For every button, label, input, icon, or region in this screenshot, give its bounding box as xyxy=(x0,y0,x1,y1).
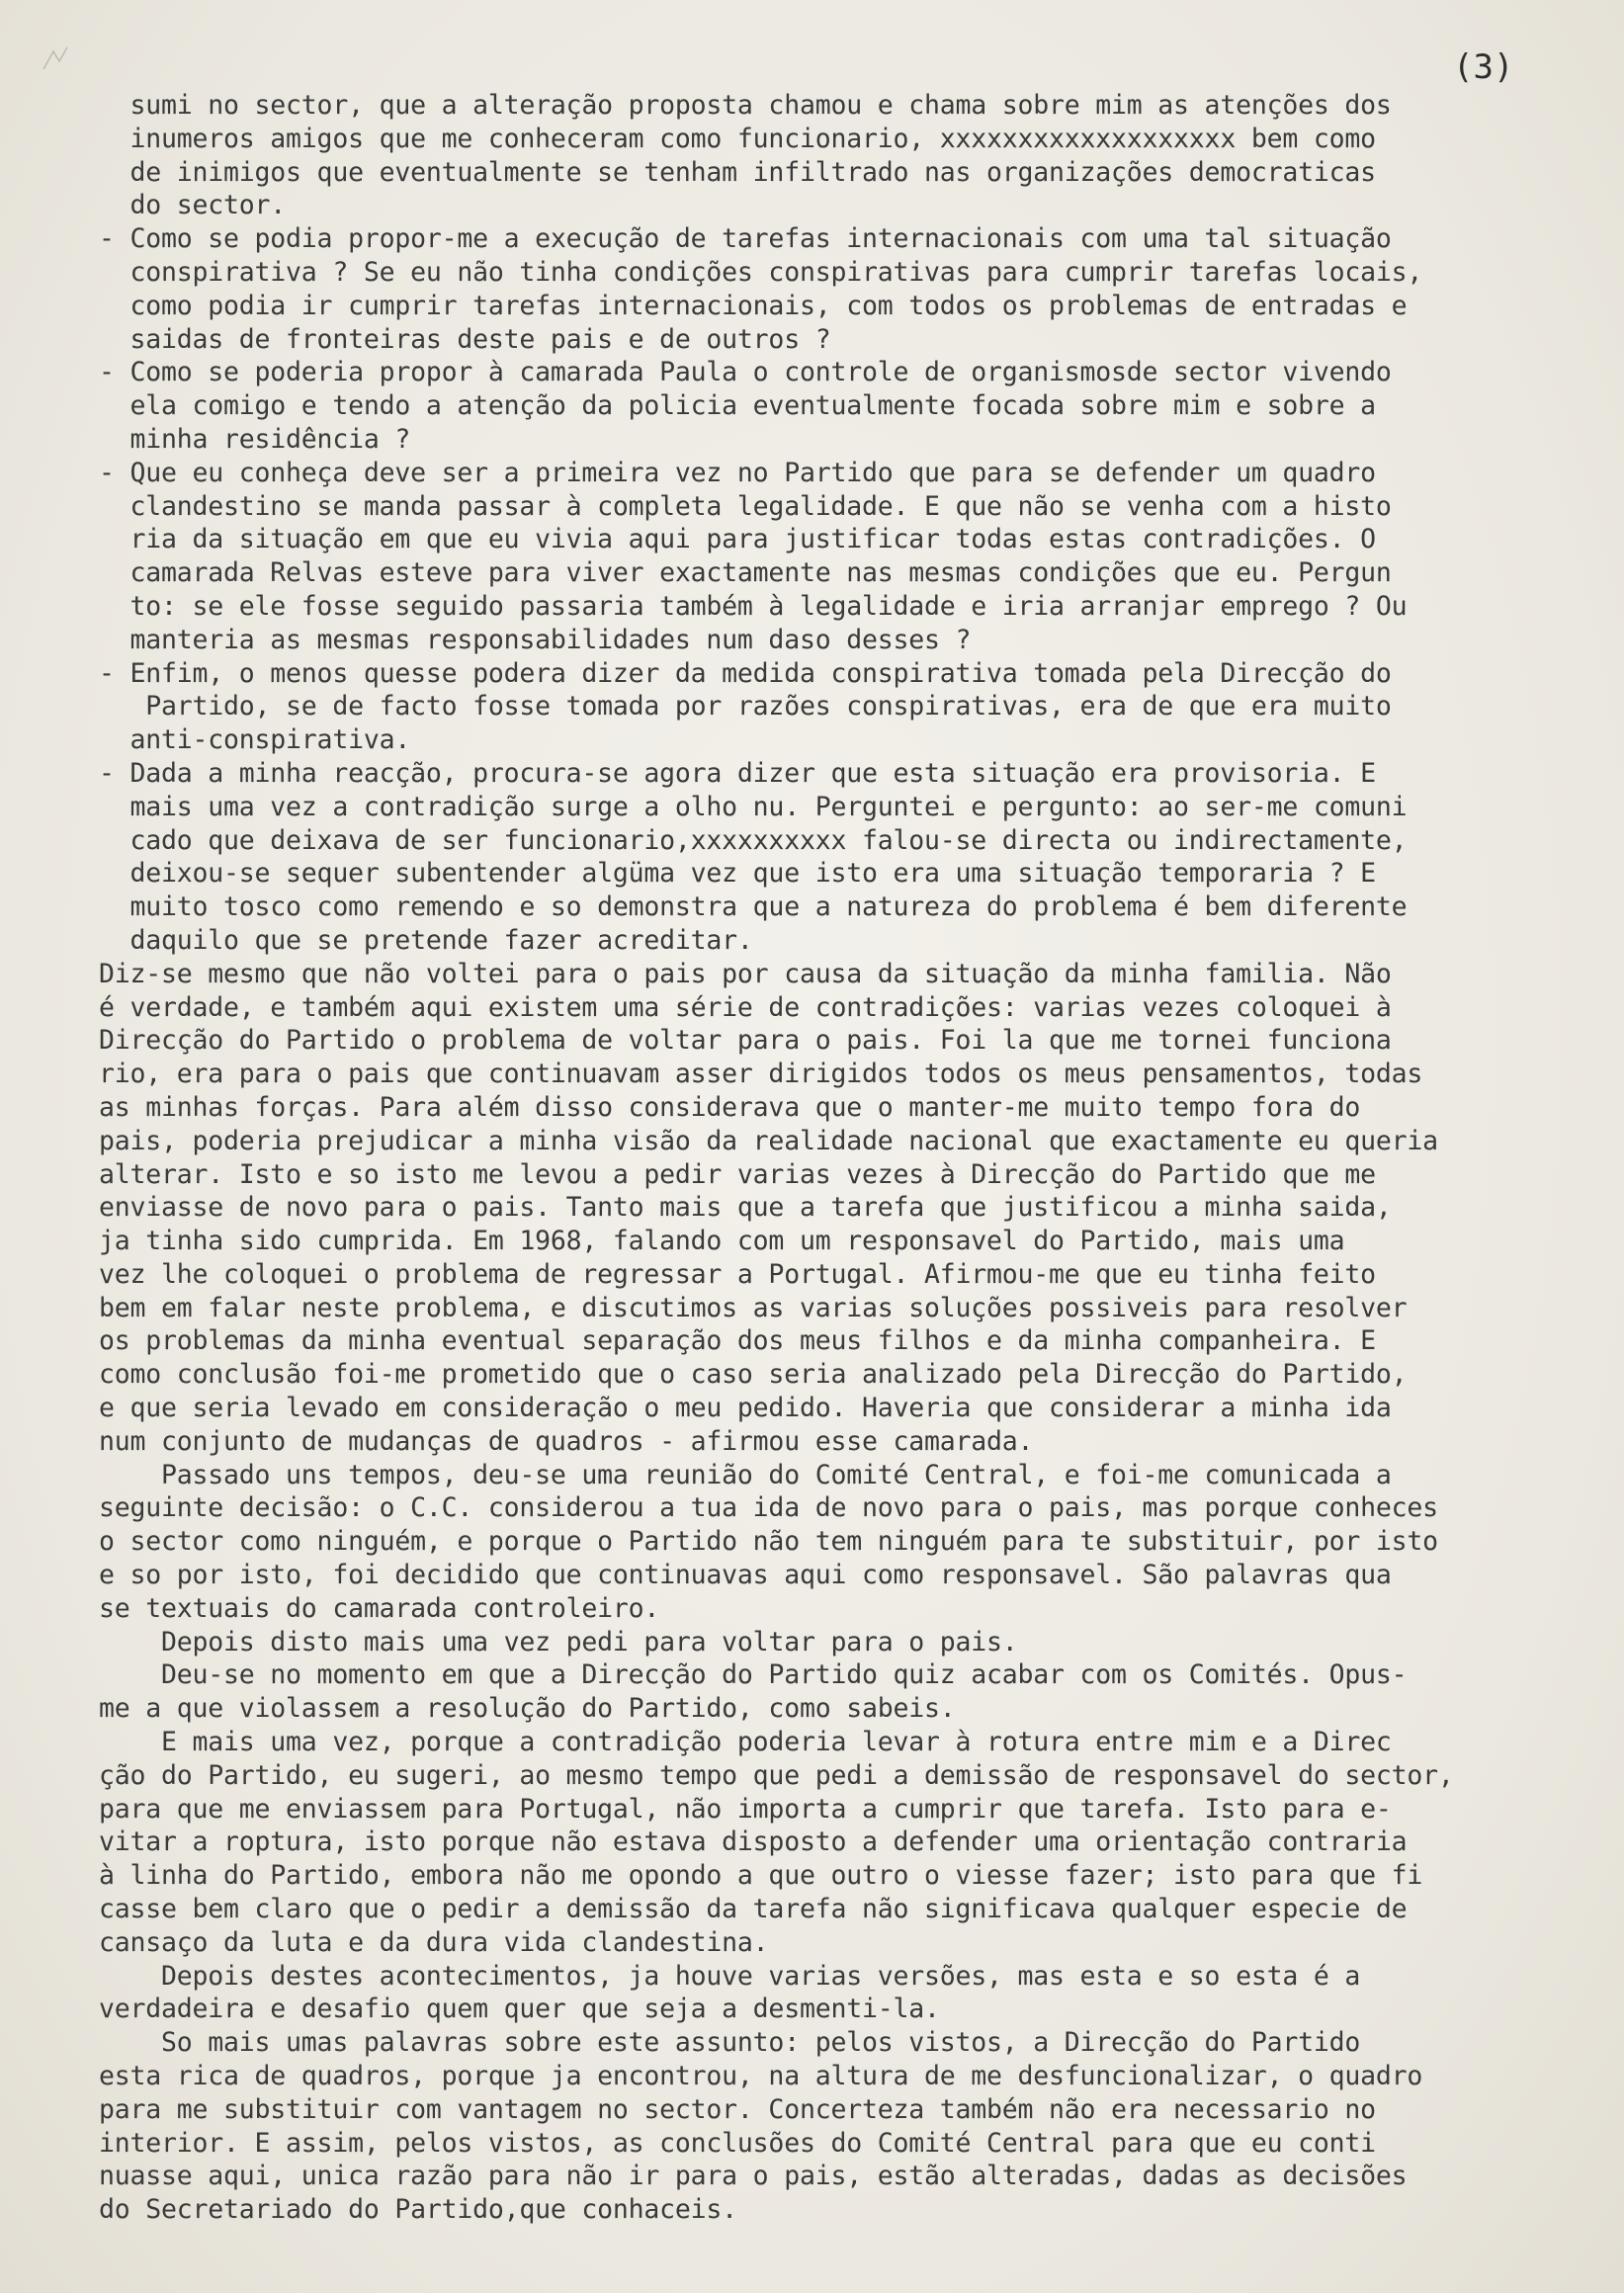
text-line: Deu-se no momento em que a Direcção do Partido quiz acabar com os Comités. Opus- xyxy=(99,1659,1408,1691)
text-line: inumeros amigos que me conheceram como funcionario, xxxxxxxxxxxxxxxxxxx bem como xyxy=(99,123,1376,154)
text-line: num conjunto de mudanças de quadros - afirmou esse camarada. xyxy=(99,1425,1034,1457)
text-line: como podia ir cumprir tarefas internacionais, com todos os problemas de entradas e xyxy=(99,290,1408,321)
text-line: Depois disto mais uma vez pedi para voltar para o pais. xyxy=(99,1626,1018,1657)
text-line: esta rica de quadros, porque ja encontrou, na altura de me desfuncionalizar, o quadro xyxy=(99,2061,1423,2092)
text-line: ela comigo e tendo a atenção da policia eventualmente focada sobre mim e sobre a xyxy=(99,390,1376,422)
text-line: cansaço da luta e da dura vida clandestina. xyxy=(99,1926,769,1958)
text-line: seguinte decisão: o C.C. considerou a tua ida de novo para o pais, mas porque conheces xyxy=(99,1492,1438,1524)
text-line: se textuais do camarada controleiro. xyxy=(99,1592,660,1624)
text-line: mais uma vez a contradição surge a olho nu. Perguntei e pergunto: ao ser-me comuni xyxy=(99,791,1408,822)
text-line: Passado uns tempos, deu-se uma reunião do Comité Central, e foi-me comunicada a xyxy=(99,1459,1392,1490)
text-line: alterar. Isto e so isto me levou a pedir varias vezes à Direcção do Partido que me xyxy=(99,1158,1376,1190)
text-line: - Como se poderia propor à camarada Paula o controle de organismosde sector vivendo xyxy=(99,357,1392,388)
text-line: o sector como ninguém, e porque o Partido não tem ninguém para te substituir, por isto xyxy=(99,1526,1438,1558)
text-line: to: se ele fosse seguido passaria também à legalidade e iria arranjar emprego ? Ou xyxy=(99,590,1408,622)
text-line: para me substituir com vantagem no sector. Concerteza também não era necessario no xyxy=(99,2093,1376,2125)
text-line: minha residência ? xyxy=(99,423,411,455)
text-line: nuasse aqui, unica razão para não ir para o pais, estão alteradas, dadas as decisões xyxy=(99,2161,1408,2192)
text-line: manteria as mesmas responsabilidades num daso desses ? xyxy=(99,624,972,655)
page-number: (3) xyxy=(1453,47,1514,87)
text-line: os problemas da minha eventual separação dos meus filhos e da minha companheira. E xyxy=(99,1325,1376,1357)
text-line: - Dada a minha reacção, procura-se agora dizer que esta situação era provisoria. E xyxy=(99,757,1376,789)
text-line: pais, poderia prejudicar a minha visão da realidade nacional que exactamente eu queria xyxy=(99,1125,1438,1156)
text-line: - Que eu conheça deve ser a primeira vez no Partido que para se defender um quadro xyxy=(99,457,1376,488)
text-line: - Enfim, o menos quesse podera dizer da medida conspirativa tomada pela Direcção do xyxy=(99,657,1392,689)
text-line: clandestino se manda passar à completa legalidade. E que não se venha com a histo xyxy=(99,490,1392,522)
text-line: - Como se podia propor-me a execução de tarefas internacionais com uma tal situação xyxy=(99,223,1392,255)
text-line: saidas de fronteiras deste pais e de outros ? xyxy=(99,323,831,355)
text-line: à linha do Partido, embora não me opondo a que outro o viesse fazer; isto para que fi xyxy=(99,1860,1423,1892)
text-line: Depois destes acontecimentos, ja houve varias versões, mas esta e so esta é a xyxy=(99,1960,1361,1992)
text-line: Diz-se mesmo que não voltei para o pais por causa da situação da minha familia. Não xyxy=(99,958,1392,989)
text-line: do sector. xyxy=(99,190,287,221)
text-line: camarada Relvas esteve para viver exactamente nas mesmas condições que eu. Pergun xyxy=(99,557,1392,589)
text-line: e so por isto, foi decidido que continuavas aqui como responsavel. São palavras qua xyxy=(99,1560,1392,1591)
text-line: Direcção do Partido o problema de voltar para o pais. Foi la que me tornei funciona xyxy=(99,1025,1392,1057)
text-line: de inimigos que eventualmente se tenham infiltrado nas organizações democraticas xyxy=(99,156,1376,188)
text-line: muito tosco como remendo e so demonstra que a natureza do problema é bem diferente xyxy=(99,892,1408,923)
text-line: para que me enviassem para Portugal, não importa a cumprir que tarefa. Isto para e- xyxy=(99,1793,1392,1825)
text-line: casse bem claro que o pedir a demissão da tarefa não significava qualquer especie de xyxy=(99,1894,1408,1925)
text-line: ja tinha sido cumprida. Em 1968, falando com um responsavel do Partido, mais uma xyxy=(99,1226,1345,1257)
text-line: anti-conspirativa. xyxy=(99,724,411,756)
text-line: as minhas forças. Para além disso considerava que o manter-me muito tempo fora do xyxy=(99,1091,1361,1123)
ink-smudge-icon xyxy=(40,40,79,79)
text-line: do Secretariado do Partido,que conhaceis. xyxy=(99,2194,737,2226)
text-line: me a que violassem a resolução do Partido, como sabeis. xyxy=(99,1693,956,1725)
text-line: Partido, se de facto fosse tomada por razões conspirativas, era de que era muito xyxy=(99,691,1392,722)
typewritten-body xyxy=(99,89,1601,2227)
text-line: é verdade, e também aqui existem uma série de contradições: varias vezes coloquei à xyxy=(99,991,1392,1023)
text-line: E mais uma vez, porque a contradição poderia levar à rotura entre mim e a Direc xyxy=(99,1727,1392,1758)
text-line: enviasse de novo para o pais. Tanto mais que a tarefa que justificou a minha saida, xyxy=(99,1192,1392,1224)
text-line: vitar a roptura, isto porque não estava disposto a defender uma orientação contraria xyxy=(99,1826,1408,1858)
text-line: conspirativa ? Se eu não tinha condições conspirativas para cumprir tarefas locais, xyxy=(99,256,1423,288)
text-line: daquilo que se pretende fazer acreditar. xyxy=(99,924,753,956)
text-line: e que seria levado em consideração o meu pedido. Haveria que considerar a minha ida xyxy=(99,1393,1392,1424)
text-line: sumi no sector, que a alteração proposta chamou e chama sobre mim as atenções dos xyxy=(99,90,1392,121)
text-line: ção do Partido, eu sugeri, ao mesmo tempo que pedi a demissão de responsavel do sector, xyxy=(99,1759,1454,1791)
text-line: bem em falar neste problema, e discutimos as varias soluções possiveis para resolver xyxy=(99,1292,1408,1323)
text-line: como conclusão foi-me prometido que o caso seria analizado pela Direcção do Partido, xyxy=(99,1359,1408,1391)
text-line: cado que deixava de ser funcionario,xxxxxxxxxx falou-se directa ou indirectamente, xyxy=(99,824,1408,856)
text-line: ria da situação em que eu vivia aqui para justificar todas estas contradições. O xyxy=(99,524,1376,555)
text-line: deixou-se sequer subentender algüma vez que isto era uma situação temporaria ? E xyxy=(99,858,1376,890)
text-line: vez lhe coloquei o problema de regressar a Portugal. Afirmou-me que eu tinha feito xyxy=(99,1258,1376,1290)
text-line: So mais umas palavras sobre este assunto: pelos vistos, a Direcção do Partido xyxy=(99,2027,1361,2059)
text-line: rio, era para o pais que continuavam asser dirigidos todos os meus pensamentos, todas xyxy=(99,1059,1423,1090)
text-line: interior. E assim, pelos vistos, as conclusões do Comité Central para que eu conti xyxy=(99,2127,1376,2159)
text-line: verdadeira e desafio quem quer que seja a desmenti-la. xyxy=(99,1994,940,2025)
